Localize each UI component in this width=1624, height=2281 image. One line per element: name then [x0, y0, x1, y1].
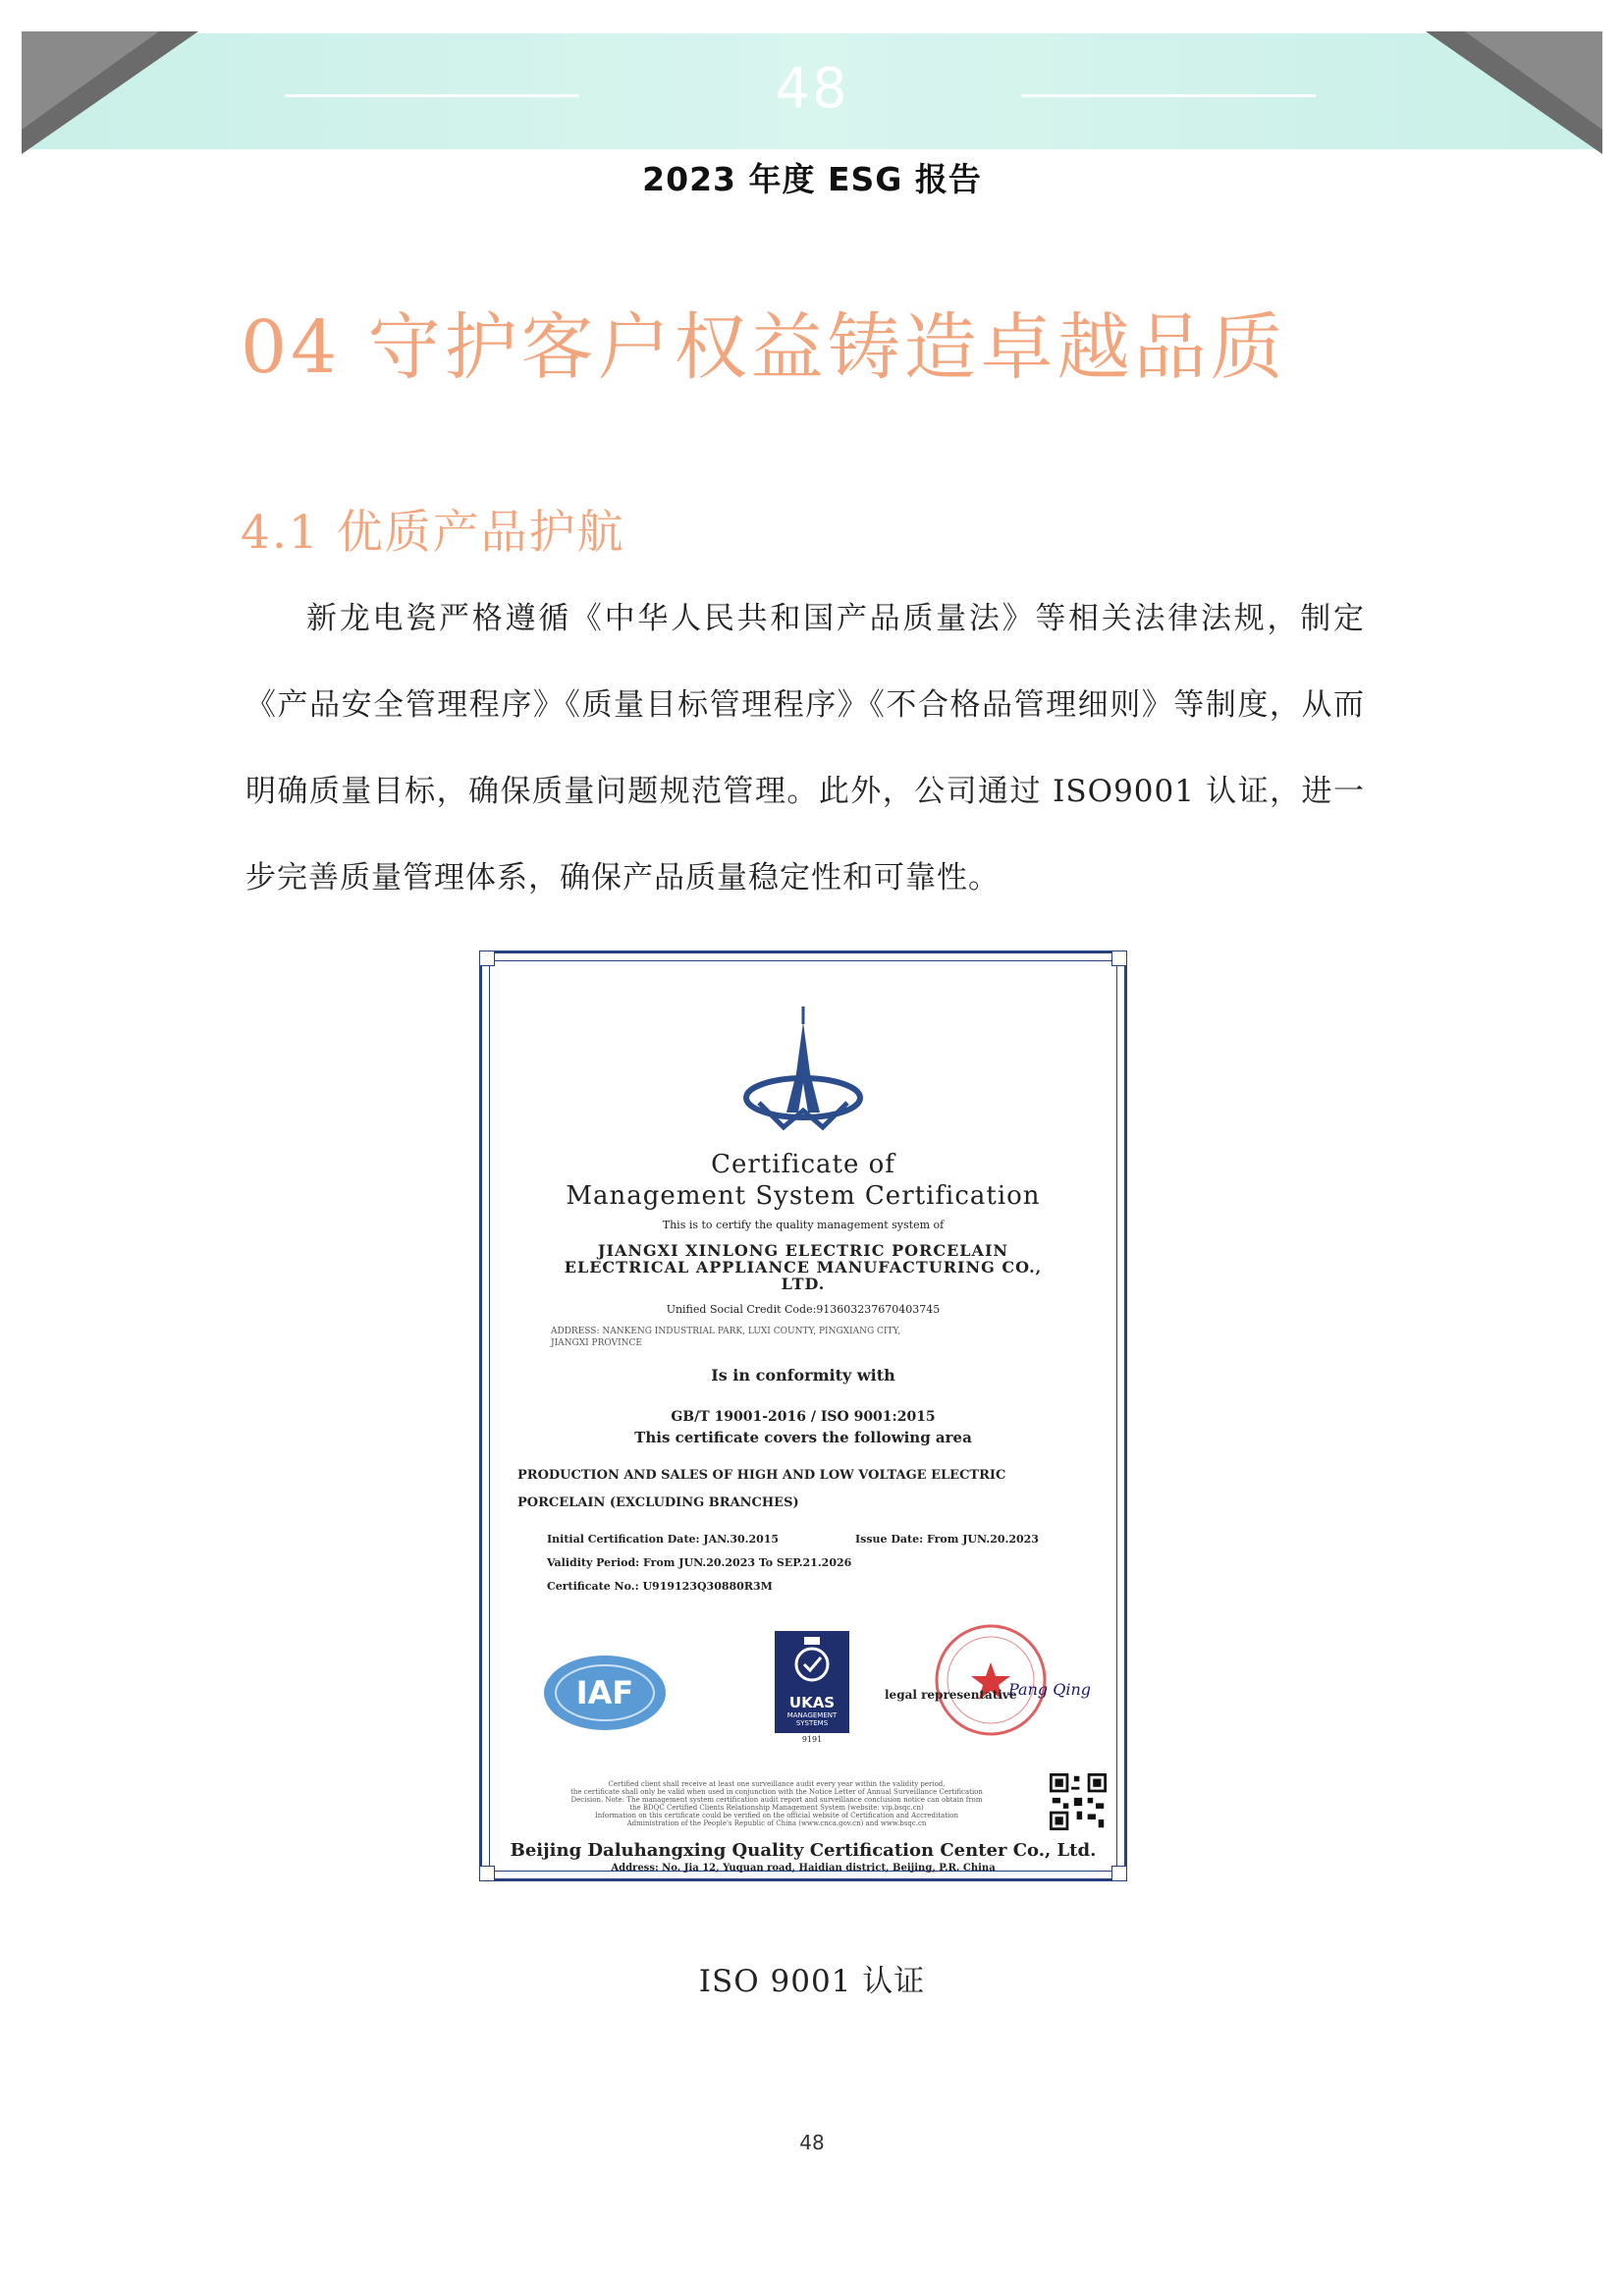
ukas-number: 9191	[801, 1735, 823, 1744]
fine-print-line: Information on this certificate could be verified on the official website of Certification and Accreditation	[594, 1812, 959, 1819]
certification-center: Beijing Daluhangxing Quality Certification Center Co., Ltd.	[510, 1840, 1097, 1861]
fine-print-line: Administration of the People's Republic of China (www.cnca.gov.cn) and www.bsqc.cn	[626, 1819, 927, 1827]
ukas-logo-icon	[775, 1631, 849, 1733]
qr-code-icon	[1050, 1773, 1107, 1830]
header-page-number: 48	[775, 57, 849, 121]
certification-center-address: Address: No. Jia 12, Yuquan road, Haidian district, Beijing, P.R. China	[611, 1863, 996, 1874]
section-title: 4.1 优质产品护航	[241, 506, 625, 560]
certificate-company	[482, 1242, 1124, 1292]
validity-period: Validity Period: From JUN.20.2023 To SEP.21.2026	[547, 1556, 852, 1569]
company-line: JIANGXI XINLONG ELECTRIC PORCELAIN	[597, 1241, 1009, 1260]
fine-print-line: Certified client shall receive at least one surveillance audit every year within the validity period,	[608, 1780, 946, 1788]
certificate-number: Certificate No.: U919123Q30880R3M	[547, 1580, 773, 1593]
conformity-text: Is in conformity with	[711, 1366, 895, 1385]
page-number: 48	[799, 2131, 825, 2154]
scope-line: PORCELAIN (EXCLUDING BRANCHES)	[517, 1495, 799, 1510]
certificate-title-line1: Certificate of	[711, 1150, 895, 1179]
scope-line: PRODUCTION AND SALES OF HIGH AND LOW VOLTAGE ELECTRIC	[517, 1468, 1006, 1483]
certificate-title-line2: Management System Certification	[566, 1181, 1041, 1211]
ukas-sub: MANAGEMENT SYSTEMS	[786, 1711, 838, 1727]
figure-caption: ISO 9001 认证	[698, 1964, 926, 1999]
address-line: ADDRESS: NANKENG INDUSTRIAL PARK, LUXI COUNTY, PINGXIANG CITY,	[551, 1327, 901, 1336]
standard-text: GB/T 19001-2016 / ISO 9001:2015	[671, 1409, 936, 1425]
iaf-logo-icon	[541, 1653, 669, 1733]
fine-print-line: the BDQC Certified Clients Relationship Management System (website: vip.bsqc.cn)	[629, 1804, 924, 1812]
fine-print-line: Decision. Note: The management system certification audit report and surveillance conclusion notice can obtain from	[570, 1796, 983, 1804]
svg-text:IAF: IAF	[575, 1674, 634, 1711]
issue-date: Issue Date: From JUN.20.2023	[855, 1533, 1039, 1546]
scope-text	[517, 1462, 1087, 1517]
address-line: JIANGXI PROVINCE	[551, 1338, 642, 1348]
company-line: LTD.	[781, 1275, 826, 1293]
report-title: 2023 年度 ESG 报告	[642, 160, 982, 198]
signature: Pang Qing	[1008, 1680, 1091, 1699]
covers-text: This certificate covers the following area	[634, 1429, 972, 1446]
certificate-corner	[479, 950, 495, 966]
body-paragraph: 新龙电瓷严格遵循《中华人民共和国产品质量法》等相关法律法规，制定《产品安全管理程序》《质量目标管理程序》《不合格品管理细则》等制度，从而明确质量目标，确保质量问题规范管理。此外，公司通过 ISO9001 认证，进一步完善质量管理体系，确保产品质量稳定性和可靠性。	[245, 601, 1365, 896]
fine-print	[551, 1780, 1002, 1827]
certificate-address	[551, 1326, 963, 1349]
iso-certificate-image	[479, 950, 1127, 1881]
ukas-label: UKAS	[788, 1694, 836, 1711]
chapter-title: 04 守护客户权益铸造卓越品质	[241, 305, 1287, 390]
certificate-corner	[1111, 950, 1127, 966]
certificate-certify-text: This is to certify the quality management system of	[662, 1219, 945, 1231]
credit-code: Unified Social Credit Code:913603237670403745	[666, 1303, 941, 1316]
initial-certification-date: Initial Certification Date: JAN.30.2015	[547, 1533, 780, 1546]
tower-logo-icon	[739, 1005, 867, 1132]
company-line: ELECTRICAL APPLIANCE MANUFACTURING CO.,	[564, 1258, 1043, 1276]
legal-representative-label: legal representative	[885, 1688, 1017, 1702]
fine-print-line: the certificate shall only be valid when used in conjunction with the Notice Letter of Annual Surveillance Certification	[570, 1788, 983, 1796]
